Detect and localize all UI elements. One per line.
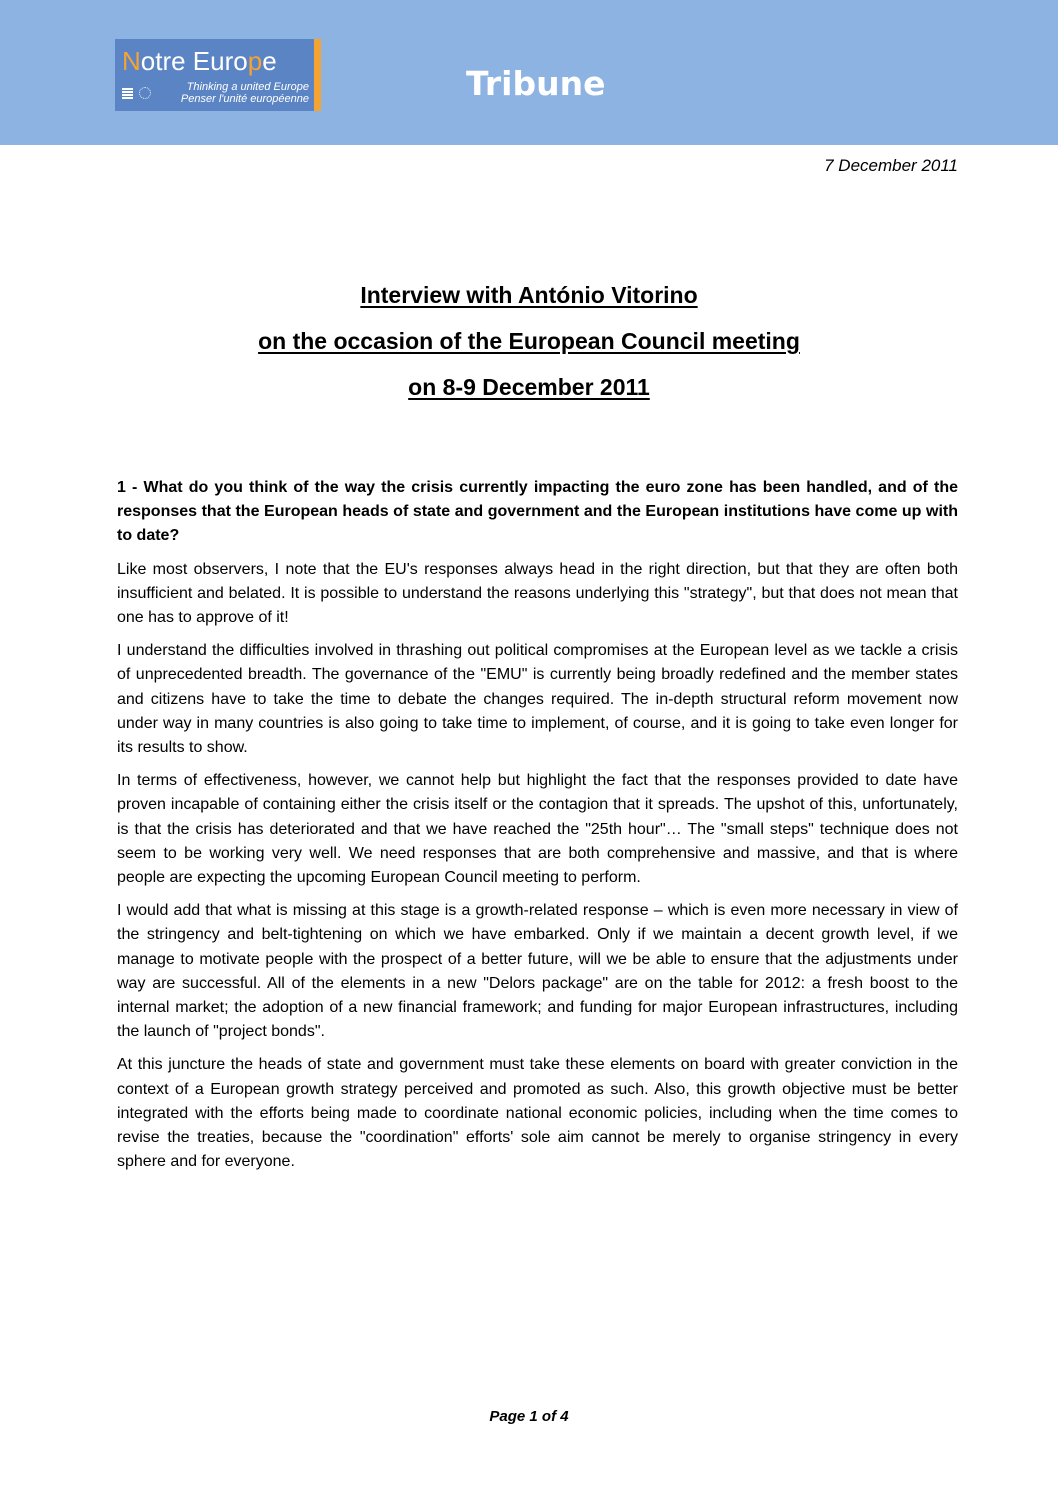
logo-name-suffix: e	[262, 46, 277, 76]
notre-europe-logo	[115, 39, 321, 111]
answer-paragraph: Like most observers, I note that the EU's responses always head in the right direction, but that they are often both insufficient and belated. It is possible to understand the reasons underlying this "strategy", but that does not mean that one has to approve of it!	[117, 560, 958, 627]
interview-question: 1 - What do you think of the way the crisis currently impacting the euro zone has been handled, and of the responses that the European heads of state and government and the European institutions have come up with to date?	[117, 479, 958, 545]
title-line: Interview with António Vitorino	[360, 282, 698, 308]
logo-name-initial: N	[122, 46, 141, 76]
document-icon	[122, 88, 133, 100]
title-line: on 8-9 December 2011	[408, 374, 650, 400]
logo-name	[122, 46, 277, 76]
document-title	[100, 272, 958, 410]
page-number: Page 1 of 4	[489, 1408, 569, 1425]
logo-accent-bar	[314, 39, 321, 111]
answer-paragraph: I would add that what is missing at this stage is a growth-related response – which is even more necessary in view of the stringency and belt-tightening on which we have embarked. Only if we maintain a decent growth level, if we manage to motivate people with the prospect of a better future, will we be able to ensure that the adjustments under way are successful. All of the elements in a new "Delors package" are on the table for 2012: a fresh boost to the internal market; the adoption of a new financial framework; and funding for major European infrastructures, including the launch of "project bonds".	[117, 902, 958, 1041]
header-band	[0, 0, 1058, 145]
logo-name-accent: p	[247, 46, 263, 76]
logo-tagline-fr: Penser l'unité européenne	[180, 93, 309, 105]
answer-paragraph: I understand the difficulties involved in thrashing out political compromises at the European level as we tackle a crisis of unprecedented breadth. The governance of the "EMU" is currently being broadly redefined and the member states and citizens have to take the time to debate the changes required. The in-depth structural reform movement now under way in many countries is also going to take time to implement, of course, and it is going to take even longer for its results to show.	[117, 642, 958, 757]
answer-paragraph: At this juncture the heads of state and government must take these elements on board with greater conviction in the context of a European growth strategy perceived and promoted as such. Also, this growth objective must be better integrated with the efforts being made to coordinate national economic policies, including when the time comes to revise the treaties, because the "coordination" efforts' sole aim cannot be merely to organise stringency in every sphere and for everyone.	[117, 1056, 958, 1171]
answer-paragraph: In terms of effectiveness, however, we cannot help but highlight the fact that the responses provided to date have proven incapable of containing either the crisis itself or the contagion that it spreads. The upshot of this, unfortunately, is that the crisis has deteriorated and that we have reached the "25th hour"… The "small steps" technique does not seem to be working very well. We need responses that are both comprehensive and massive, and that is where people are expecting the upcoming European Council meeting to perform.	[117, 772, 958, 887]
section-title: Tribune	[466, 64, 606, 103]
logo-tagline-en: Thinking a united Europe	[186, 81, 309, 93]
logo-name-middle: otre Euro	[140, 46, 248, 76]
publication-date: 7 December 2011	[824, 156, 958, 175]
title-line: on the occasion of the European Council meeting	[258, 328, 800, 354]
document-body	[117, 476, 958, 1183]
eu-stars-icon	[139, 87, 151, 99]
